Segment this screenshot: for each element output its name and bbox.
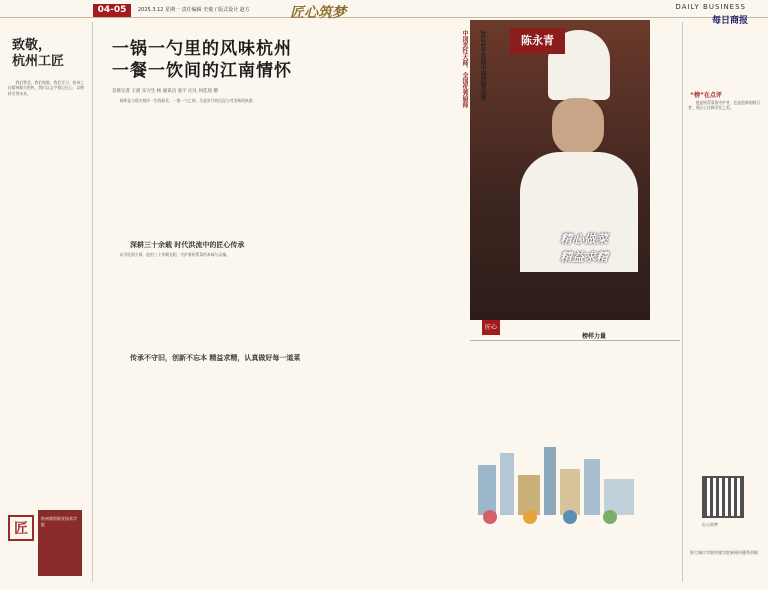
column-divider-right bbox=[682, 22, 683, 582]
left-body-text: 我们赞美、我们致敬、我们学习，杭州工匠精神薪火相传，我们以文字铭记匠心，以榜样引领未来。 bbox=[8, 80, 84, 96]
headline-line2: 一餐一饮间的江南情怀 bbox=[112, 61, 292, 81]
paper-name-en: DAILY BUSINESS bbox=[675, 3, 746, 11]
article-col-2 bbox=[292, 252, 464, 350]
subheading-2: 传承不守旧，创新不忘本 精益求精，认真做好每一道菜 bbox=[130, 354, 301, 362]
city-illustration bbox=[470, 435, 645, 525]
left-title bbox=[12, 38, 64, 70]
school-logo: 匠 bbox=[8, 515, 34, 541]
vertical-title-2: 中国烹饪大师、全国优秀厨师 bbox=[461, 30, 468, 108]
article-lead bbox=[112, 98, 464, 236]
byline: 首席记者 王晨 实习生 杨 通讯员 张宇 汪凡 何佳瑶 摄 bbox=[112, 89, 218, 94]
article-col-3 bbox=[112, 365, 282, 580]
comment-head: “榜”在点评 bbox=[690, 92, 722, 99]
paper-name-cn: 每日商报 bbox=[711, 16, 748, 26]
chef-face bbox=[552, 98, 604, 154]
qr-label: 匠心筑梦 bbox=[702, 522, 718, 527]
column-divider bbox=[92, 22, 93, 582]
page-number: 04-05 bbox=[93, 4, 131, 17]
section-brand: 匠心筑梦 bbox=[290, 5, 346, 21]
issue-info: 2025.3.12 星期一 责任编辑 史俊 / 版式设计 赵方 bbox=[138, 7, 250, 13]
comment-body bbox=[688, 100, 764, 470]
left-body bbox=[8, 80, 86, 500]
caption-title: 榜样力量 bbox=[582, 333, 607, 340]
subheading-1: 深耕三十余载 时代洪流中的匠心传承 bbox=[130, 241, 245, 249]
article-col-1 bbox=[112, 252, 282, 350]
slogan-line2: 精益求精 bbox=[560, 250, 609, 264]
lead-text: 厨师是与烟火相伴一生的职业，一锅一勺之间，尽是岁月的沉淀与对美味的执着。 bbox=[119, 98, 257, 103]
feature-caption-text bbox=[470, 345, 680, 433]
left-title-line2: 杭州工匠 bbox=[12, 54, 65, 69]
left-title-line1: 致敬， bbox=[12, 38, 52, 53]
qr-code bbox=[702, 476, 744, 518]
footer-note: 浙大城市学院传媒学院新闻传播系供稿 bbox=[690, 550, 758, 555]
caption-rule bbox=[470, 340, 680, 341]
slogan bbox=[560, 230, 608, 266]
slogan-line1: 精心做菜 bbox=[560, 232, 609, 246]
col1-text: 从学徒到大师，他用三十余载光阴，守护着杭帮菜的本味与灵魂。 bbox=[119, 252, 230, 257]
comment-text: 他是杭帮菜的守护者，也是创新的践行者，用匠心诠释烹饪之美。 bbox=[688, 100, 761, 111]
headline bbox=[112, 38, 292, 82]
vertical-title-1: 2025年首届中国消费名牌 bbox=[479, 30, 486, 101]
badge: 匠心 bbox=[482, 320, 500, 335]
school-name: 杭州商贸职业技术学院 bbox=[38, 510, 82, 576]
headline-line1: 一锅一勺里的风味杭州 bbox=[112, 39, 292, 59]
article-col-4 bbox=[292, 365, 464, 580]
chef-photo bbox=[470, 20, 650, 320]
chef-name: 陈永青 bbox=[510, 28, 565, 54]
